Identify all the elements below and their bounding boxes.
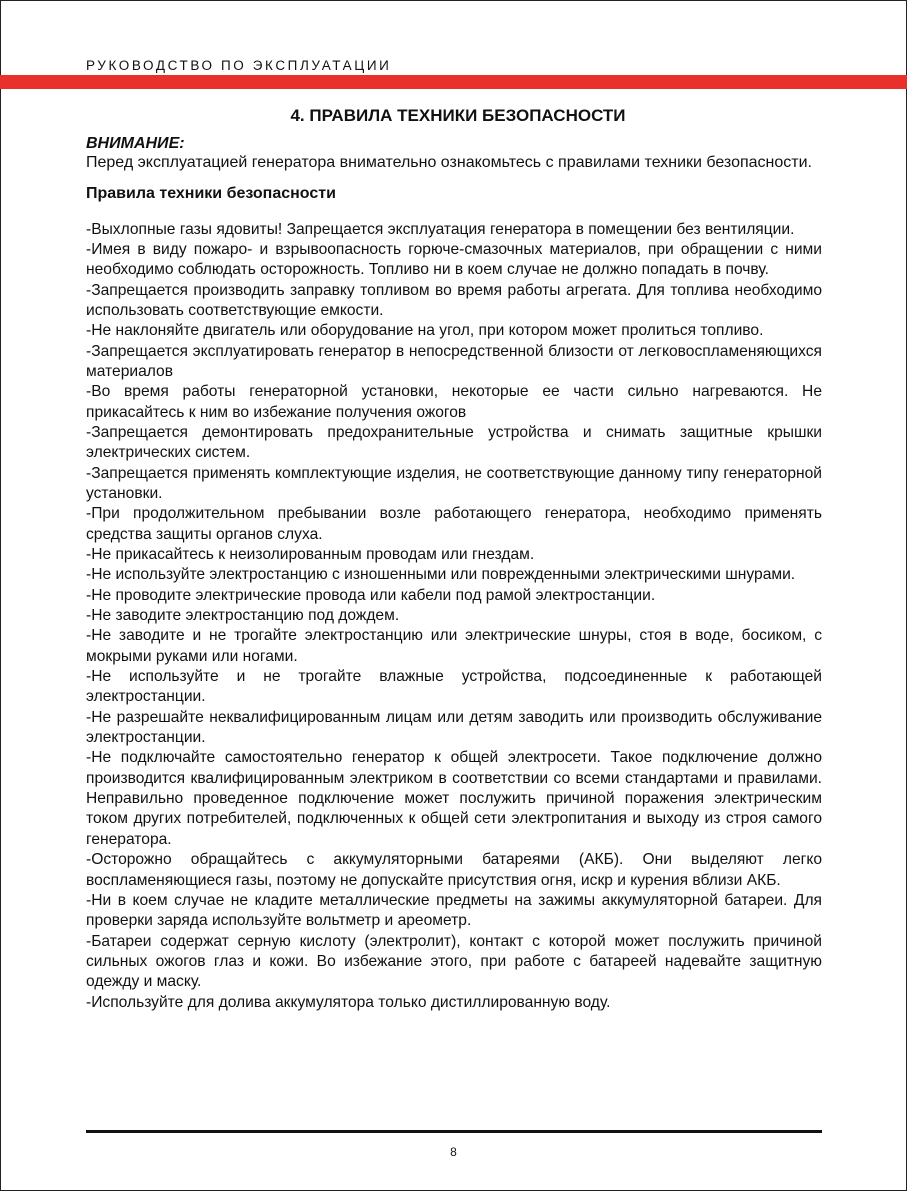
rule-item: -Выхлопные газы ядовиты! Запрещается эксплуатация генератора в помещении без вентиляции. bbox=[86, 220, 795, 238]
page-number: 8 bbox=[450, 1145, 457, 1159]
rule-item: -Имея в виду пожаро- и взрывоопасность горюче-смазочных материалов, при обращении с ними необходимо соблюдать осторожность. Топливо ни в коем случае не должно попадать в почву. bbox=[86, 240, 822, 279]
rule-item: -Во время работы генераторной установки, некоторые ее части сильно нагреваются. Не прикасайтесь к ним во избежание получения ожогов bbox=[86, 383, 822, 421]
rule-item: -Не используйте и не трогайте влажные устройства, подсоединенные к работающей электростанции. bbox=[86, 668, 822, 706]
header-bar bbox=[0, 75, 907, 89]
header-label: РУКОВОДСТВО ПО ЭКСПЛУАТАЦИИ bbox=[86, 58, 392, 73]
rule-item: -Не используйте электростанцию с изношенными или поврежденными электрическими шнурами. bbox=[86, 566, 796, 584]
rule-item: -При продолжительном пребывании возле работающего генератора, необходимо применять средства защиты органов слуха. bbox=[86, 505, 822, 543]
warning-title: ВНИМАНИЕ: bbox=[86, 135, 185, 152]
rule-item: -Не разрешайте неквалифицированным лицам или детям заводить или производить обслуживание электростанции. bbox=[86, 708, 822, 747]
rules-title: Правила техники безопасности bbox=[86, 184, 336, 202]
rule-item: -Не проводите электрические провода или кабели под рамой электростанции. bbox=[86, 586, 656, 604]
rule-item: -Батареи содержат серную кислоту (электролит), контакт с которой может послужить причиной сильных ожогов глаз и кожи. Во избежание этого, при работе с батареей надевайте защитную одежду и маску. bbox=[86, 932, 822, 991]
rule-item: -Не заводите электростанцию под дождем. bbox=[86, 607, 400, 625]
rule-item: -Не подключайте самостоятельно генератор к общей электросети. Такое подключение должно производится квалифицированным электриком в соответствии со всеми стандартами и правилами. Неправильно проведенное подключение может послужить причиной поражения электрическим током других потребителей, подключенных к общей сети электропитания и выходу из строя самого генератора. bbox=[86, 749, 822, 848]
warning-text: Перед эксплуатацией генератора внимательно ознакомьтесь с правилами техники безопасности. bbox=[86, 154, 812, 171]
rule-item: -Не заводите и не трогайте электростанцию или электрические шнуры, стоя в воде, босиком, с мокрыми руками или ногами. bbox=[86, 627, 822, 665]
rule-item: -Используйте для долива аккумулятора только дистиллированную воду. bbox=[86, 993, 611, 1011]
rule-item: -Запрещается эксплуатировать генератор в непосредственной близости от легковоспламеняющихся материалов bbox=[86, 342, 822, 380]
footer-rule bbox=[86, 1130, 822, 1133]
rule-item: -Ни в коем случае не кладите металлические предметы на зажимы аккумуляторной батареи. Для проверки заряда используйте вольтметр и ареометр. bbox=[86, 891, 822, 930]
section-title: 4. ПРАВИЛА ТЕХНИКИ БЕЗОПАСНОСТИ bbox=[290, 106, 626, 125]
rule-item: -Не прикасайтесь к неизолированным проводам или гнездам. bbox=[86, 546, 535, 563]
main-content bbox=[86, 106, 822, 1013]
rule-item: -Запрещается применять комплектующие изделия, не соответствующие данному типу генераторной установки. bbox=[86, 464, 822, 502]
rules-list bbox=[86, 220, 822, 1013]
rule-item: -Запрещается производить заправку топливом во время работы агрегата. Для топлива необходимо использовать соответствующие емкости. bbox=[86, 281, 822, 319]
rule-item: -Не наклоняйте двигатель или оборудование на угол, при котором может пролиться топливо. bbox=[86, 322, 764, 340]
rule-item: -Осторожно обращайтесь с аккумуляторными батареями (АКБ). Они выделяют легко воспламеняющиеся газы, поэтому не допускайте присутствия огня, искр и курения вблизи АКБ. bbox=[86, 851, 822, 889]
rule-item: -Запрещается демонтировать предохранительные устройства и снимать защитные крышки электрических систем. bbox=[86, 423, 822, 462]
